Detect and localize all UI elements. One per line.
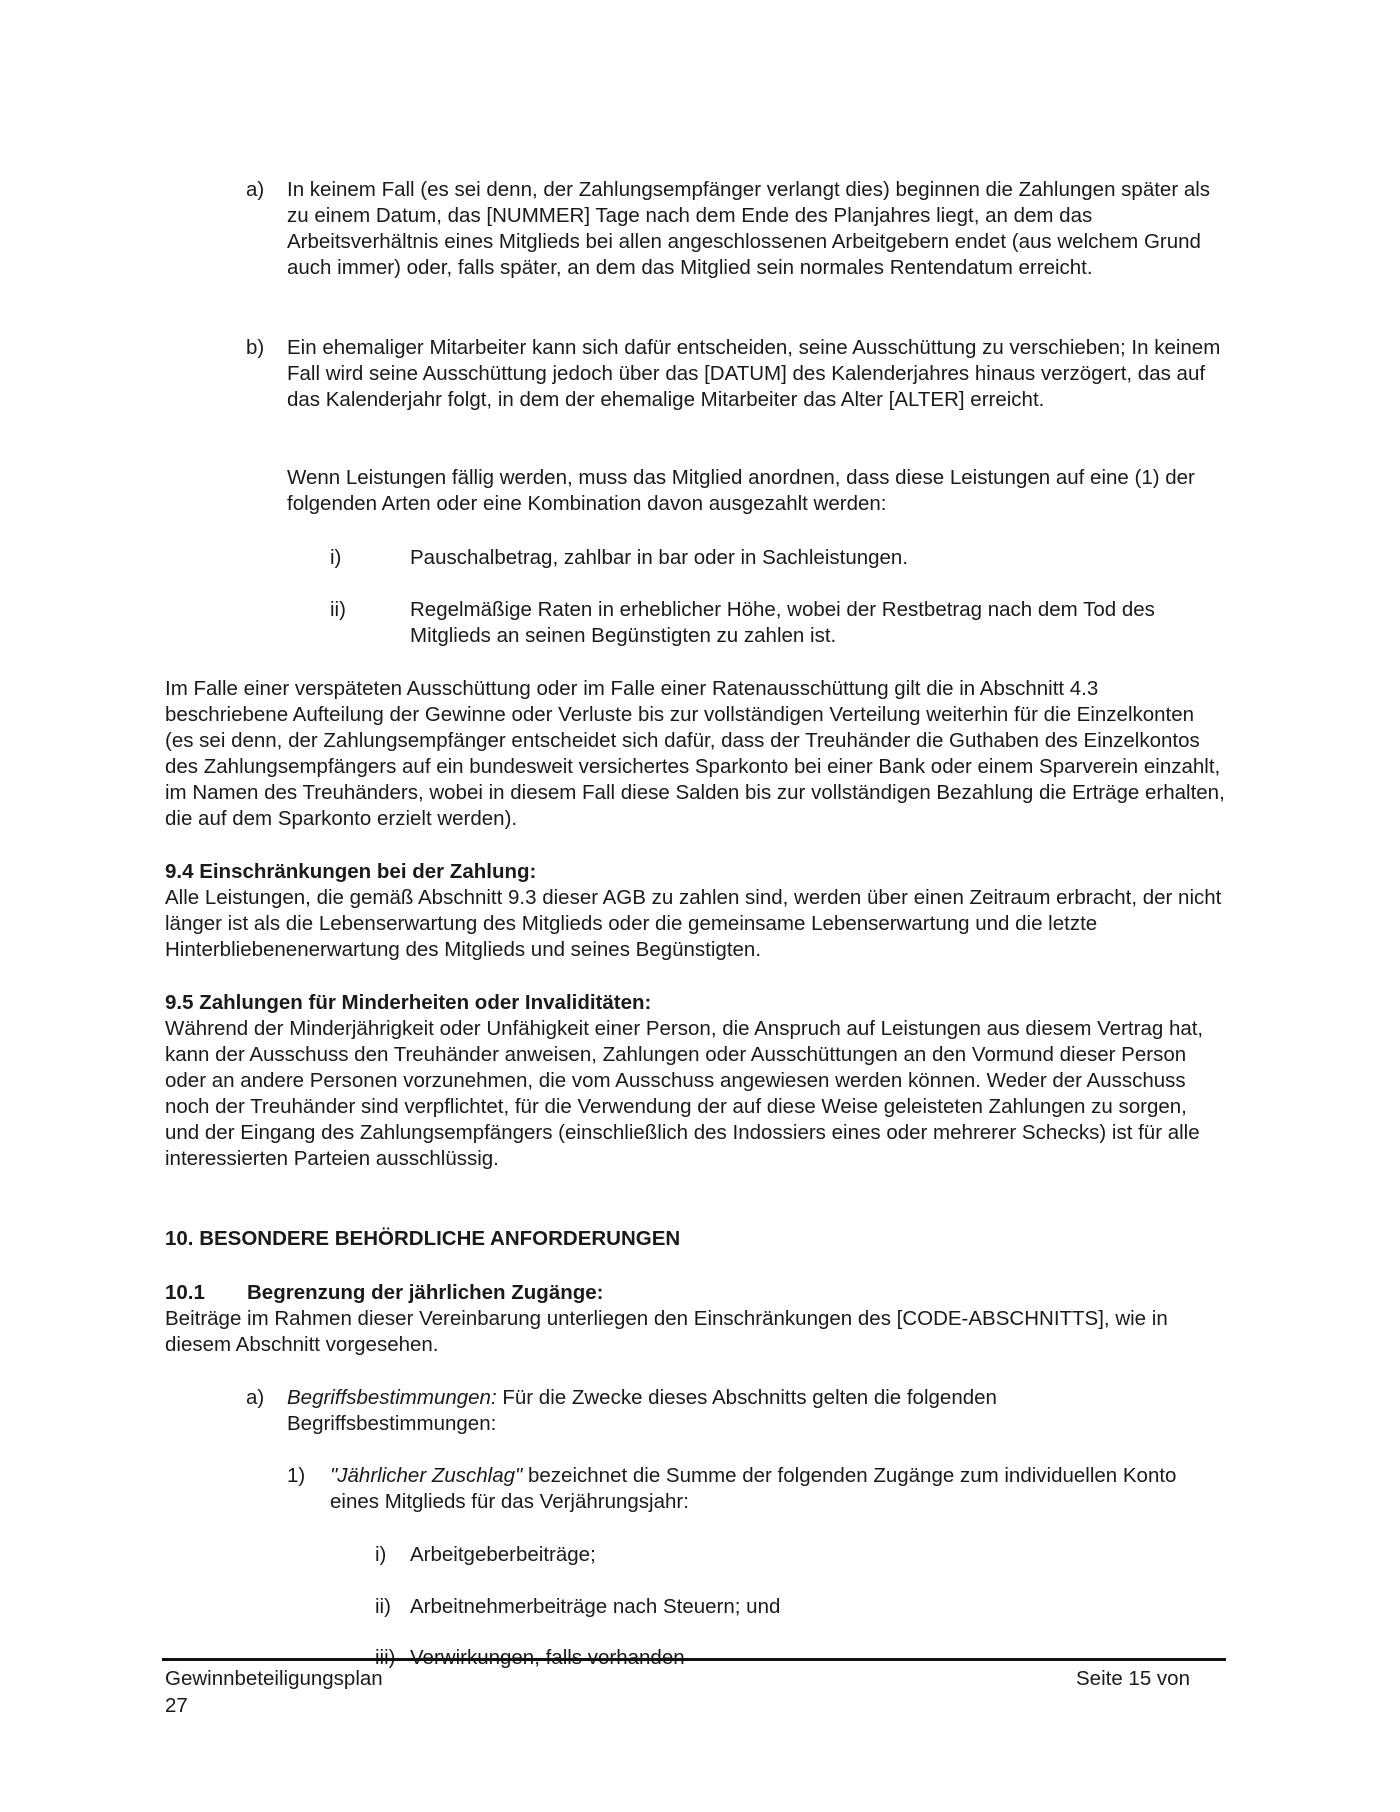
annual-addition-text bbox=[330, 1463, 1220, 1515]
definitions-a-italic: Begriffsbestimmungen: bbox=[287, 1386, 497, 1409]
paragraph-delayed-distribution: Im Falle einer verspäteten Ausschüttung oder im Falle einer Ratenausschüttung gilt die in Abschnitt 4.3 beschriebene Aufteilung der Gewinne oder Verluste bis zur vollständigen Verteilung weiterhin für die Einzelkonten (es sei denn, der Zahlungsempfänger entscheidet sich dafür, dass der Treuhänder die Guthaben des Einzelkontos des Zahlungsempfängers auf ein bundesweit versichertes Sparkonto bei einer Bank oder einem Sparverein einzahlt, im Namen des Treuhänders, wobei in diesem Fall diese Salden bis zur vollständigen Bezahlung die Erträge erhalten, die auf dem Sparkonto erzielt werden). bbox=[165, 677, 1225, 830]
section-10-1-body: Beiträge im Rahmen dieser Vereinbarung unterliegen den Einschränkungen des [CODE-ABSCHNITTS], wie in diesem Abschnitt vorgesehen. bbox=[165, 1307, 1168, 1356]
sub-item-ii-text: Regelmäßige Raten in erheblicher Höhe, wobei der Restbetrag nach dem Tod des Mitglieds an seinen Begünstigten zu zahlen ist. bbox=[410, 598, 1155, 647]
section-10-heading: 10. BESONDERE BEHÖRDLICHE ANFORDERUNGEN bbox=[165, 1227, 681, 1250]
definitions-a-label: a) bbox=[246, 1386, 265, 1409]
list-ii-label: ii) bbox=[375, 1595, 391, 1618]
sub-item-ii-label: ii) bbox=[330, 598, 346, 621]
sub-item-i-label: i) bbox=[330, 546, 342, 569]
annual-addition-body: bezeichnet die Summe der folgenden Zugänge zum individuellen Konto eines Mitglieds für das Verjährungsjahr: bbox=[330, 1464, 1177, 1513]
list-ii-text: Arbeitnehmerbeiträge nach Steuern; und bbox=[410, 1595, 781, 1618]
item-b-label: b) bbox=[246, 336, 265, 359]
item-b-followup: Wenn Leistungen fällig werden, muss das Mitglied anordnen, dass diese Leistungen auf eine (1) der folgenden Arten oder eine Kombination davon ausgezahlt werden: bbox=[287, 466, 1195, 515]
item-a-label: a) bbox=[246, 178, 265, 201]
list-i-text: Arbeitgeberbeiträge; bbox=[410, 1543, 596, 1566]
item-b-text: Ein ehemaliger Mitarbeiter kann sich dafür entscheiden, seine Ausschüttung zu verschieben; In keinem Fall wird seine Ausschüttung jedoch über das [DATUM] des Kalenderjahres hinaus verzögert, das auf das Kalenderjahr folgt, in dem der ehemalige Mitarbeiter das Alter [ALTER] erreicht. bbox=[287, 336, 1221, 411]
section-9-5-body: Während der Minderjährigkeit oder Unfähigkeit einer Person, die Anspruch auf Leistungen aus diesem Vertrag hat, kann der Ausschuss den Treuhänder anweisen, Zahlungen oder Ausschüttungen an den Vormund dieser Person oder an andere Personen vorzunehmen, die vom Ausschuss angewiesen werden können. Weder der Ausschuss noch der Treuhänder sind verpflichtet, für die Verwendung der auf diese Weise geleisteten Zahlungen zu sorgen, und der Eingang des Zahlungsempfängers (einschließlich des Indossiers eines oder mehrerer Schecks) ist für alle interessierten Parteien ausschlüssig. bbox=[165, 1017, 1204, 1170]
sub-item-i-text: Pauschalbetrag, zahlbar in bar oder in Sachleistungen. bbox=[410, 546, 909, 569]
annual-addition-italic: "Jährlicher Zuschlag" bbox=[330, 1464, 523, 1487]
section-10-1-number: 10.1 bbox=[165, 1281, 205, 1304]
section-10-1-title: Begrenzung der jährlichen Zugänge: bbox=[247, 1281, 604, 1304]
section-9-4-heading: 9.4 Einschränkungen bei der Zahlung: bbox=[165, 860, 537, 883]
annual-addition-label: 1) bbox=[287, 1464, 306, 1487]
definitions-a-text bbox=[287, 1385, 1167, 1437]
list-i-label: i) bbox=[375, 1543, 387, 1566]
definitions-a-body: Für die Zwecke dieses Abschnitts gelten die folgenden Begriffsbestimmungen: bbox=[287, 1386, 997, 1435]
item-a-text: In keinem Fall (es sei denn, der Zahlungsempfänger verlangt dies) beginnen die Zahlungen später als zu einem Datum, das [NUMMER] Tage nach dem Ende des Planjahres liegt, an dem das Arbeitsverhältnis eines Mitglieds bei allen angeschlossenen Arbeitgebern endet (aus welchem Grund auch immer) oder, falls später, an dem das Mitglied sein normales Rentendatum erreicht. bbox=[287, 178, 1211, 279]
footer-page-number: Seite 15 von bbox=[1076, 1667, 1190, 1690]
section-9-5-heading: 9.5 Zahlungen für Minderheiten oder Invaliditäten: bbox=[165, 991, 652, 1014]
footer-plan-name: Gewinnbeteiligungsplan bbox=[165, 1667, 383, 1690]
section-10-1-heading bbox=[165, 1280, 604, 1306]
footer-page-total: 27 bbox=[165, 1694, 188, 1717]
section-9-4-body: Alle Leistungen, die gemäß Abschnitt 9.3 dieser AGB zu zahlen sind, werden über einen Zeitraum erbracht, der nicht länger ist als die Lebenserwartung des Mitglieds oder die gemeinsame Lebenserwartung und die letzte Hinterbliebenenerwartung des Mitglieds und seines Begünstigten. bbox=[165, 886, 1222, 961]
footer-rule bbox=[162, 1658, 1226, 1661]
